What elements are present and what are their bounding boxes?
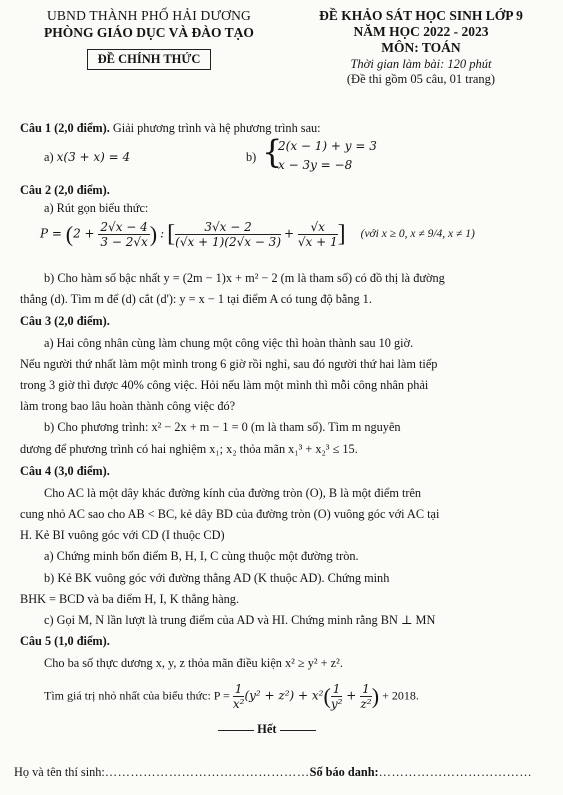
q5-title: Câu 5 (1,0 điểm). (20, 634, 110, 648)
header-left (14, 8, 284, 70)
q4-line1: Cho AC là một dây khác đường kính của đường tròn (O), B là một điểm trên (44, 486, 422, 500)
authority-name: UBND THÀNH PHỐ HẢI DƯƠNG (46, 8, 252, 23)
q4-c: c) Gọi M, N lần lượt là trung điểm của AD và HI. Chứng minh rằng BN ⊥ MN (44, 613, 436, 627)
q1-a-label: a) (44, 150, 54, 164)
end-mark-text: Hết (257, 722, 277, 736)
q5-line2: Tìm giá trị nhỏ nhất của biểu thức: P = $\frac{1}{\text{x²}}$ (y² + z²) + x²( $\frac{1}{\text{y²}}$ + $\frac{1}{\text{z²}}$ ) + 2018. (44, 682, 419, 711)
candidate-footer (14, 765, 532, 780)
q4-b-line2: BHK = BCD và ba điểm H, I, K thẳng hàng. (20, 592, 240, 606)
q5-frac3 (360, 682, 372, 711)
end-mark (218, 722, 316, 737)
candidate-number-label: Số báo danh: (309, 765, 379, 779)
q5-frac3-den: z² (360, 697, 372, 711)
q4-line2: cung nhỏ AC sao cho AB < BC, kẻ dây BD của đường tròn (O) vuông góc với AC tại (20, 507, 440, 521)
q1-a-expr: x(3 + x) = 4 (56, 150, 131, 164)
q2-frac3-den: √x + 1 (297, 235, 338, 249)
q5-frac2-den: y² (330, 697, 343, 711)
q2-b-line2: thẳng (d). Tìm m để (d) cắt (d'): y = x − 1 tại điểm A có tung độ bằng 1. (20, 292, 372, 306)
q2-frac2-num: 3√x − 2 (175, 220, 281, 235)
q2-frac1-den: 3 − 2√x (100, 235, 148, 249)
q1-b-eq2: x − 3y = −8 (278, 158, 353, 172)
q2-frac1-num: 2√x − 4 (100, 220, 148, 234)
q3-a-line4: làm trong bao lâu hoàn thành công việc đó? (20, 399, 236, 413)
time-limit: Thời gian làm bài: 120 phút (350, 57, 492, 71)
department-name: PHÒNG GIÁO DỤC VÀ ĐÀO TẠO (44, 25, 254, 40)
official-stamp: ĐỀ CHÍNH THỨC (87, 49, 212, 70)
q3-b-line1: b) Cho phương trình: x² − 2x + m − 1 = 0 (m là tham số). Tìm m nguyên (44, 420, 401, 434)
q5-frac3-num: 1 (362, 682, 370, 696)
exam-title: ĐỀ KHẢO SÁT HỌC SINH LỚP 9 (319, 8, 523, 23)
q5-line1: Cho ba số thực dương x, y, z thỏa mãn điều kiện x² ≥ y² + z². (44, 656, 343, 670)
subject: MÔN: TOÁN (381, 40, 461, 55)
school-year: NĂM HỌC 2022 - 2023 (353, 24, 489, 39)
q4-line3: H. Kẻ BI vuông góc với CD (I thuộc CD) (20, 528, 225, 542)
q3-a-line2: Nếu người thứ nhất làm một mình trong 6 giờ rồi nghỉ, sau đó người thứ hai làm tiếp (20, 357, 438, 371)
q1-title: Câu 1 (2,0 điểm). (20, 121, 110, 135)
q2-frac2 (175, 220, 281, 249)
q2-condition: (với x ≥ 0, x ≠ 9/4, x ≠ 1) (360, 228, 475, 241)
q5-line2-pre: Tìm giá trị nhỏ nhất của biểu thức: P = (44, 688, 233, 703)
candidate-name-label: Họ và tên thí sinh: (14, 765, 105, 779)
q5-frac2 (331, 682, 343, 711)
candidate-name-dots: ………………………………………… (104, 765, 310, 779)
candidate-number-dots: ……………………………… (378, 765, 533, 779)
q4-title: Câu 4 (3,0 điểm). (20, 464, 110, 478)
q1-b-brace: { (262, 133, 283, 171)
q4-b-line1: b) Kẻ BK vuông góc với đường thẳng AD (K thuộc AD). Chứng minh (44, 571, 390, 585)
q3-a-line1: a) Hai công nhân cùng làm chung một công việc thì hoàn thành sau 10 giờ. (44, 336, 414, 350)
header-right (292, 8, 550, 87)
q3-title: Câu 3 (2,0 điểm). (20, 314, 110, 328)
q1-b-label: b) (246, 150, 257, 164)
q1-a (44, 150, 130, 165)
q5-mid: (y² + z²) + x² (244, 688, 324, 703)
q2-b-line1: b) Cho hàm số bậc nhất y = (2m − 1)x + m² − 2 (m là tham số) có đồ thị là đường (44, 271, 445, 285)
q2-frac2-den: (√x + 1)(2√x − 3) (175, 235, 281, 249)
q3-b-line2: dương để phương trình có hai nghiệm x₁; x₂ thỏa mãn x₁³ + x₂³ ≤ 15. (20, 442, 358, 456)
q4-a: a) Chứng minh bốn điểm B, H, I, C cùng thuộc một đường tròn. (44, 549, 359, 563)
q2-p-lhs: P = (40, 226, 66, 241)
q5-frac2-num: 1 (332, 682, 341, 696)
q3-a-line3: trong 3 giờ thì được 40% công việc. Hỏi nếu làm một mình thì mỗi công nhân phải (20, 378, 429, 392)
q5-frac1 (233, 682, 245, 711)
q2-frac1 (98, 220, 149, 249)
q5-tail: + 2018. (379, 688, 419, 703)
q1-b-eq1: 2(x − 1) + y = 3 (278, 139, 377, 153)
q2-frac3-num: √x (298, 220, 338, 235)
q5-frac1-den: x² (232, 697, 245, 711)
q5-frac1-num: 1 (234, 682, 243, 696)
q2-title: Câu 2 (2,0 điểm). (20, 183, 110, 197)
q2-frac3 (298, 220, 338, 249)
page-note: (Đề thi gồm 05 câu, 01 trang) (346, 72, 496, 86)
q2-a-text: a) Rút gọn biểu thức: (44, 201, 149, 215)
q2-expression: P = (2 + $\frac{2√x - 4}{3 - 2√x}$ ) : [ $\frac{3√x - 2}{(√x + 1)(2√x - 3)}$ + $\frac{√x}{√x + 1}$ ] (với x ≥ 0, x ≠ 9/4, x ≠ 1) (40, 220, 475, 249)
q1-text: Giải phương trình và hệ phương trình sau: (109, 121, 321, 135)
